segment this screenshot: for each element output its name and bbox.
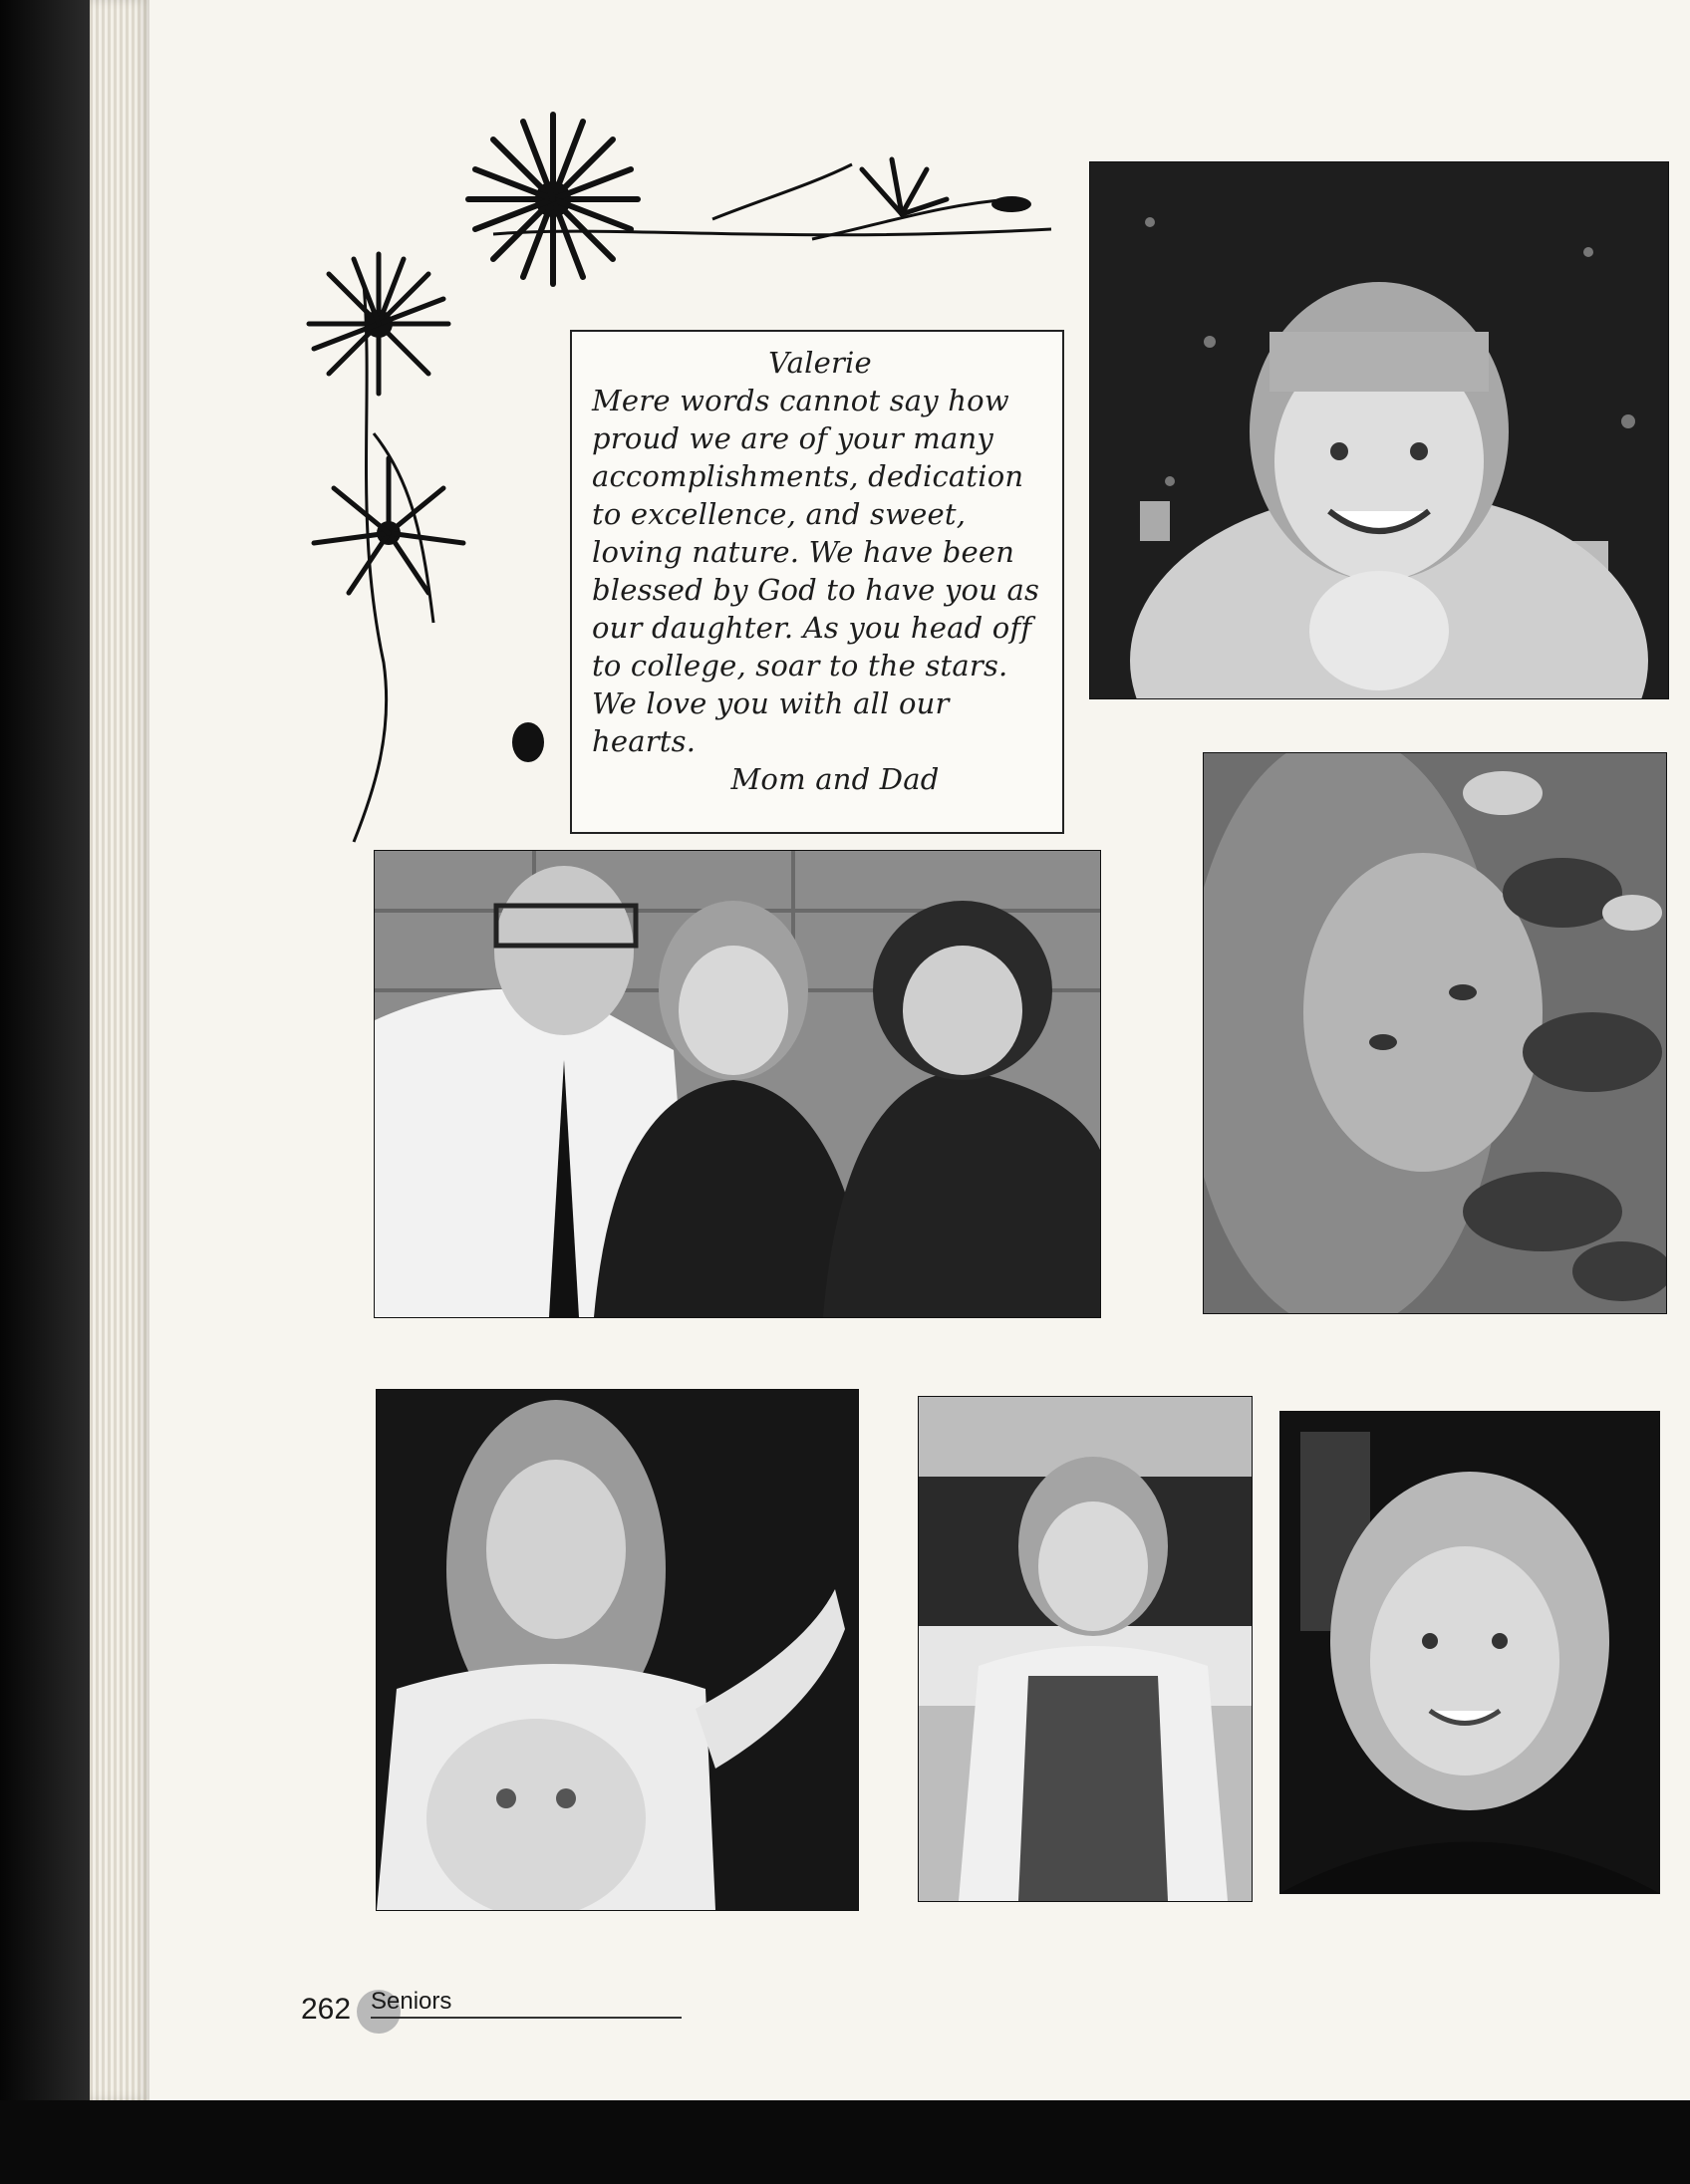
dedication-line: loving nature. We have been: [592, 535, 1015, 569]
photo-teen-portrait: [1279, 1411, 1660, 1894]
dedication-line: our daughter. As you head off: [592, 611, 1032, 645]
dedication-line: accomplishments, dedication: [592, 459, 1024, 493]
dedication-line: to college, soar to the stars.: [592, 649, 1008, 682]
photo-toddler-with-toy: [1089, 161, 1669, 699]
dedication-signature: Mom and Dad: [730, 762, 940, 796]
photo-family-portrait: [374, 850, 1101, 1318]
section-underline: [371, 2017, 682, 2019]
photo-girl-among-leaves: [1203, 752, 1667, 1314]
background-bottom: [0, 2100, 1690, 2184]
book-spine: [0, 0, 92, 2184]
dedication-line: Mere words cannot say how: [592, 384, 1009, 417]
dedication-line: We love you with all our: [592, 686, 950, 720]
page-edges: [90, 0, 149, 2100]
dedication-line: proud we are of your many: [592, 421, 993, 455]
dedication-line: blessed by God to have you as: [592, 573, 1040, 607]
section-label: Seniors: [371, 1988, 452, 2015]
photo-girl-cat-sweater: [376, 1389, 859, 1911]
dedication-line: hearts.: [592, 724, 697, 758]
dedication-title: Valerie: [768, 346, 872, 380]
dedication-line: to excellence, and sweet,: [592, 497, 967, 531]
photo-toddler-overalls: [918, 1396, 1253, 1902]
dedication-message-box: [570, 330, 1064, 834]
page-number: 262: [301, 1993, 352, 2026]
